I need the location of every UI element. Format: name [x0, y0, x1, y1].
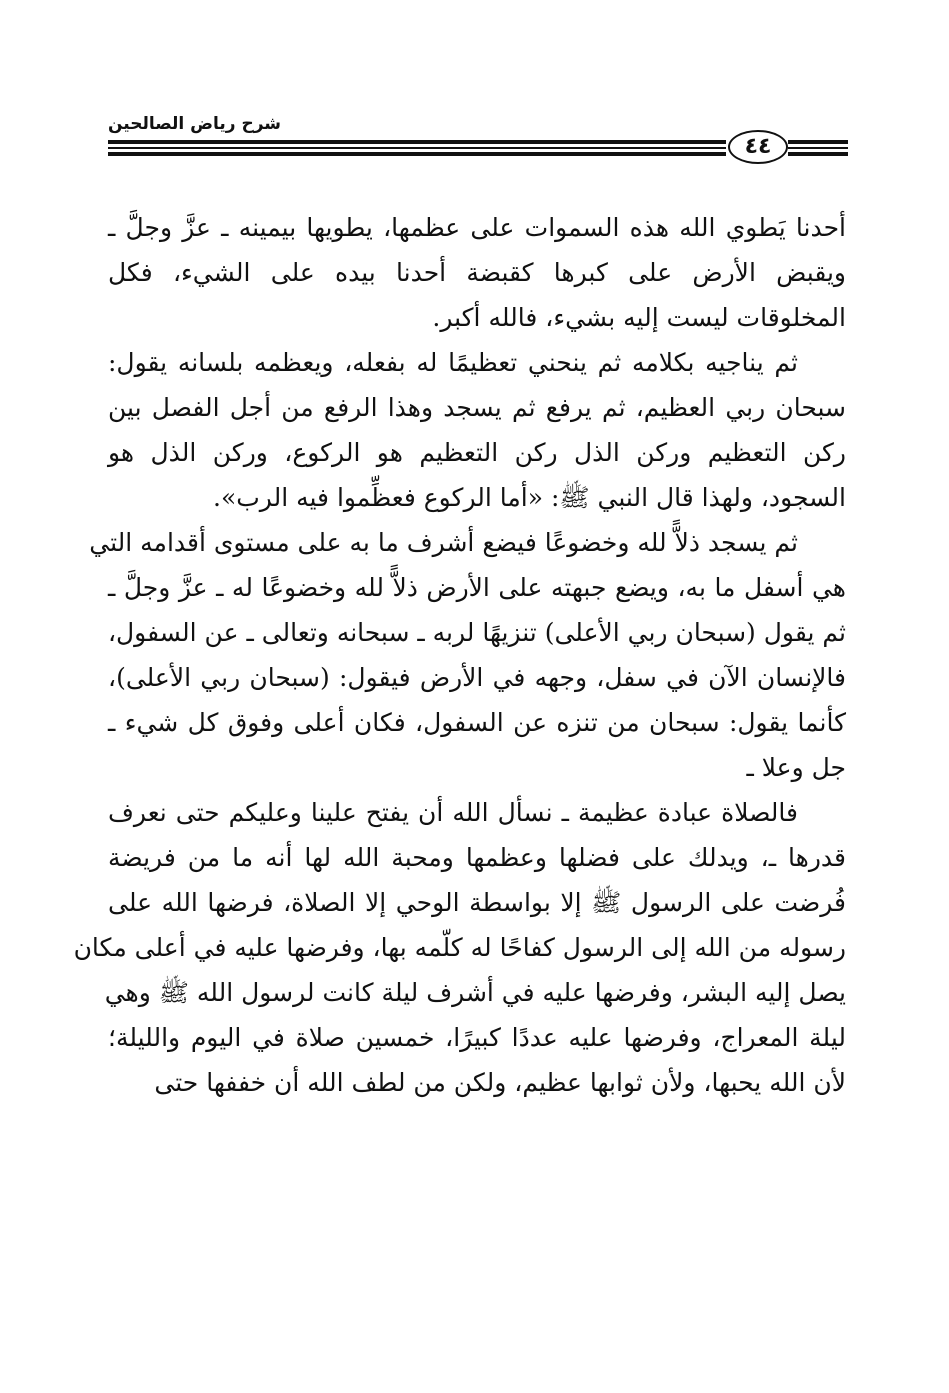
header-rule: [108, 152, 726, 156]
text-line: السجود، ولهذا قال النبي ﷺ: «أما الركوع فعظِّموا فيه الرب».: [213, 483, 846, 512]
text-line: جل وعلا ـ: [746, 753, 846, 782]
header-rule: [788, 147, 848, 149]
text-line: رسوله من الله إلى الرسول كفاحًا له كلّمه بها، وفرضها عليه في أعلى مكان: [73, 933, 846, 962]
text-line: لأن الله يحبها، ولأن ثوابها عظيم، ولكن من لطف الله أن خففها حتى: [154, 1068, 846, 1097]
book-title: شرح رياض الصالحين: [108, 114, 282, 134]
text-line: ليلة المعراج، وفرضها عليه عددًا كبيرًا، خمسين صلاة في اليوم والليلة؛: [108, 1023, 846, 1052]
paragraph: [89, 520, 846, 790]
text-line: كأنما يقول: سبحان من تنزه عن السفول، فكان أعلى وفوق كل شيء ـ: [108, 708, 846, 737]
text-line: يصل إليه البشر، وفرضها عليه في أشرف ليلة كانت لرسول الله ﷺ وهي: [104, 978, 846, 1007]
text-line: هي أسفل ما به، ويضع جبهته على الأرض ذلاًّ لله وخضوعًا له ـ عزَّ وجلَّ ـ: [108, 573, 846, 602]
page-number: ٤٤: [728, 130, 788, 164]
paragraph: [108, 205, 846, 340]
text-line: سبحان ربي العظيم، ثم يرفع ثم يسجد وهذا الرفع من أجل الفصل بين: [108, 393, 846, 422]
text-line: فالصلاة عبادة عظيمة ـ نسأل الله أن يفتح علينا وعليكم حتى نعرف: [108, 798, 798, 827]
text-line: المخلوقات ليست إليه بشيء، فالله أكبر.: [432, 303, 846, 332]
paragraph: [73, 790, 846, 1105]
text-line: أحدنا يَطوي الله هذه السموات على عظمها، يطويها بيمينه ـ عزَّ وجلَّ ـ: [108, 213, 846, 242]
body-text: [73, 205, 846, 1105]
text-line: ركن التعظيم وركن الذل ركن التعظيم هو الركوع، وركن الذل هو: [108, 438, 846, 467]
paragraph: [108, 340, 846, 520]
text-line: ثم يسجد ذلاًّ لله وخضوعًا فيضع أشرف ما به على مستوى أقدامه التي: [89, 528, 798, 557]
header-rule: [788, 152, 848, 156]
text-line: فالإنسان الآن في سفل، وجهه في الأرض فيقول: (سبحان ربي الأعلى)،: [108, 663, 846, 692]
header-rule: [108, 147, 726, 149]
text-line: فُرضت على الرسول ﷺ إلا بواسطة الوحي إلا الصلاة، فرضها الله على: [108, 888, 846, 917]
text-line: ويقبض الأرض على كبرها كقبضة أحدنا بيده على الشيء، فكل: [108, 258, 846, 287]
page-header: [108, 108, 848, 180]
header-rule: [788, 140, 848, 144]
text-line: ثم يناجيه بكلامه ثم ينحني تعظيمًا له بفعله، ويعظمه بلسانه يقول:: [108, 348, 798, 377]
header-rule: [108, 140, 726, 144]
text-line: ثم يقول (سبحان ربي الأعلى) تنزيهًا لربه ـ سبحانه وتعالى ـ عن السفول،: [107, 618, 846, 647]
text-line: قدرها ـ، ويدلك على فضلها وعظمها ومحبة الله لها أنه ما من فريضة: [108, 843, 846, 872]
